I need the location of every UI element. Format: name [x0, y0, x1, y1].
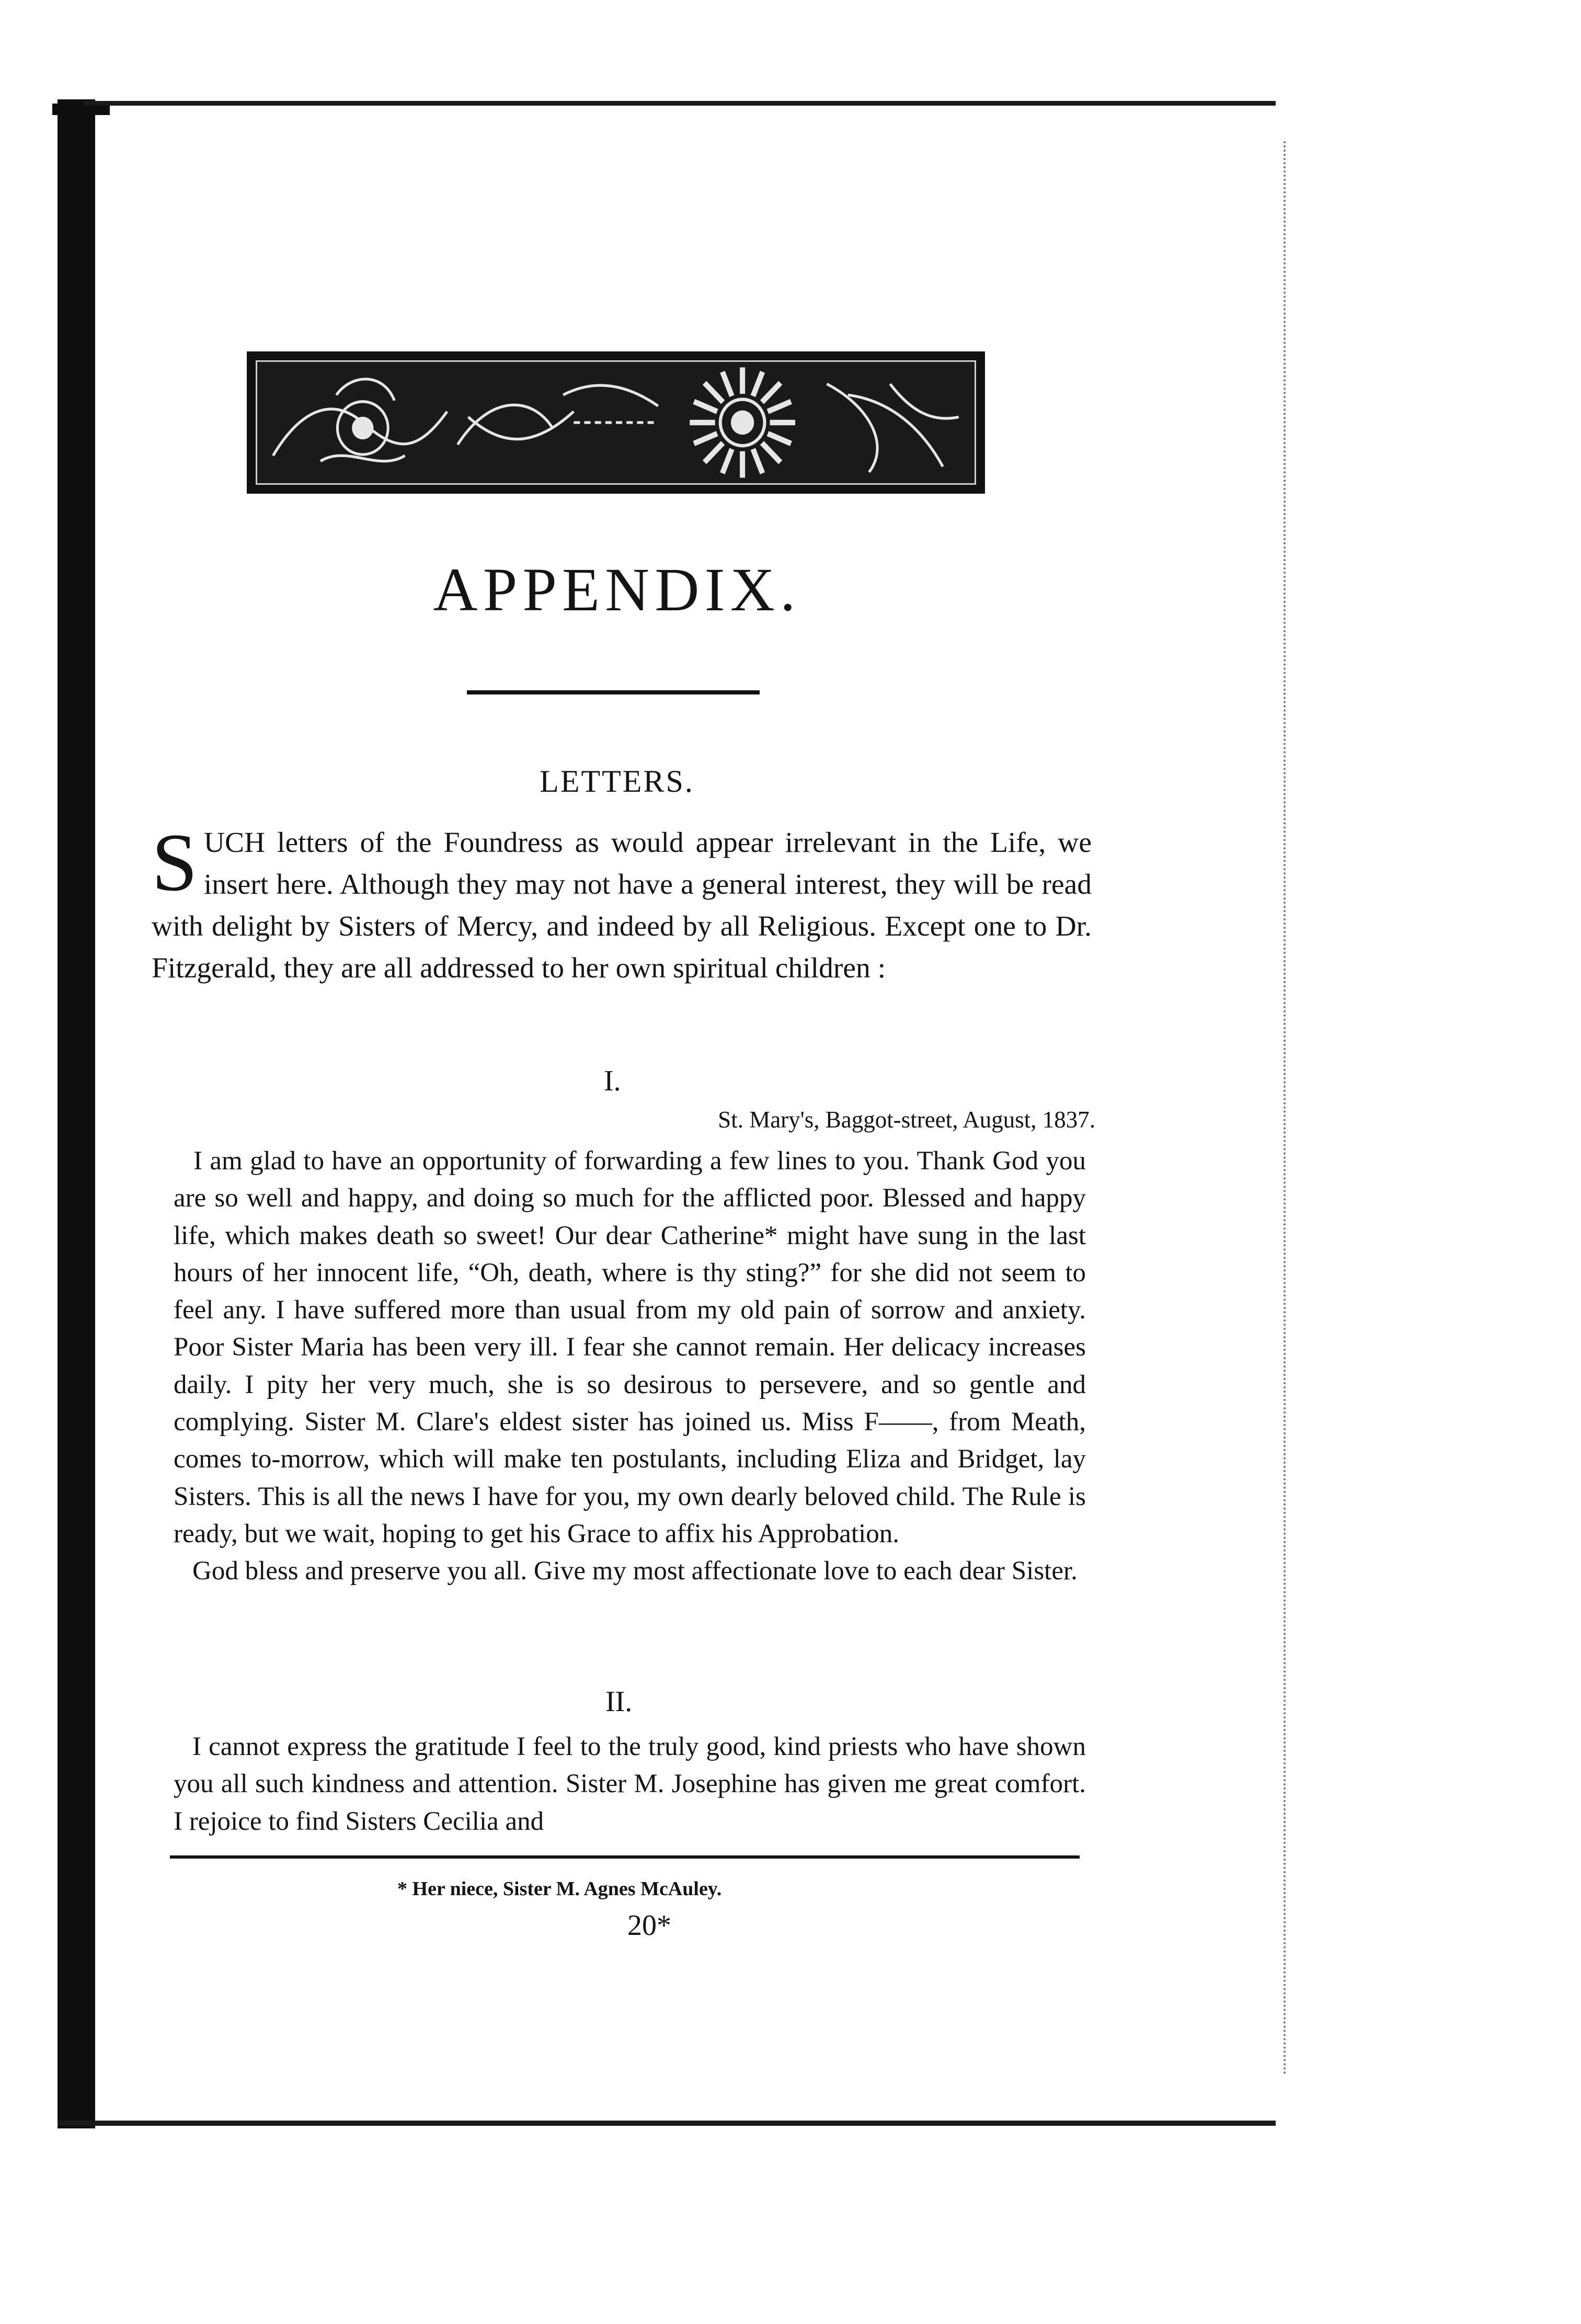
section-title: LETTERS.: [540, 764, 694, 799]
page-number: 20*: [627, 1909, 671, 1942]
letter-paragraph: I cannot express the gratitude I feel to the truly good, kind priests who have shown you all such kindness and attention. Sister M. Josephine has given me great comfort. I rejoice to find Sisters Cecilia and: [174, 1732, 1086, 1836]
letter-number: II.: [605, 1685, 633, 1718]
letter-number: I.: [604, 1065, 621, 1097]
page-right-edge: [1284, 141, 1288, 2076]
letter-paragraph: I am glad to have an opportunity of forwarding a few lines to you. Thank God you are so well and happy, and doing so much for the afflicted poor. Blessed and happy life, which makes death so sweet! Our dear Catherine* might have sung in the last hours of her innocent life, “Oh, death, where is thy sting?” for she did not seem to feel any. I have suffered more than usual from my old pain of sorrow and anxiety. Poor Sister Maria has been very ill. I fear she cannot remain. Her delicacy increases daily. I pity her very much, she is so desirous to persevere, and so gentle and complying. Sister M. Clare's eldest sister has joined us. Miss F——, from Meath, comes to-morrow, which will make ten postulants, including Eliza and Bridget, lay Sisters. This is all the news I have for you, my own dearly beloved child. The Rule is ready, but we wait, hoping to get his Grace to affix his Approbation.: [174, 1146, 1086, 1548]
letter-paragraph: God bless and preserve you all. Give my most affectionate love to each dear Sister.: [192, 1556, 1078, 1586]
letter-body: [174, 1728, 1086, 1840]
page-title: APPENDIX.: [433, 555, 801, 624]
drop-cap: S: [152, 817, 198, 908]
intro-text: UCH letters of the Foundress as would appear irrelevant in the Life, we insert here. Although they may not have a general interest, they will be read with delight by Sisters of Mercy, and indeed by all Religious. Except one to Dr. Fitzgerald, they are all addressed to her own spiritual children :: [152, 827, 1092, 984]
page-top-border: [84, 101, 1276, 106]
letter-dateline: St. Mary's, Baggot-street, August, 1837.: [718, 1107, 1095, 1133]
intro-paragraph: [152, 817, 1092, 989]
decorative-floral-banner: [247, 351, 985, 494]
book-binding-edge: [58, 99, 95, 2128]
page-bottom-border: [58, 2121, 1276, 2126]
title-divider: [467, 690, 760, 694]
footnote: * Her niece, Sister M. Agnes McAuley.: [397, 1878, 722, 1900]
floral-ornament-icon: [257, 362, 975, 483]
letter-body: [174, 1143, 1086, 1590]
footnote-divider: [170, 1855, 1080, 1859]
